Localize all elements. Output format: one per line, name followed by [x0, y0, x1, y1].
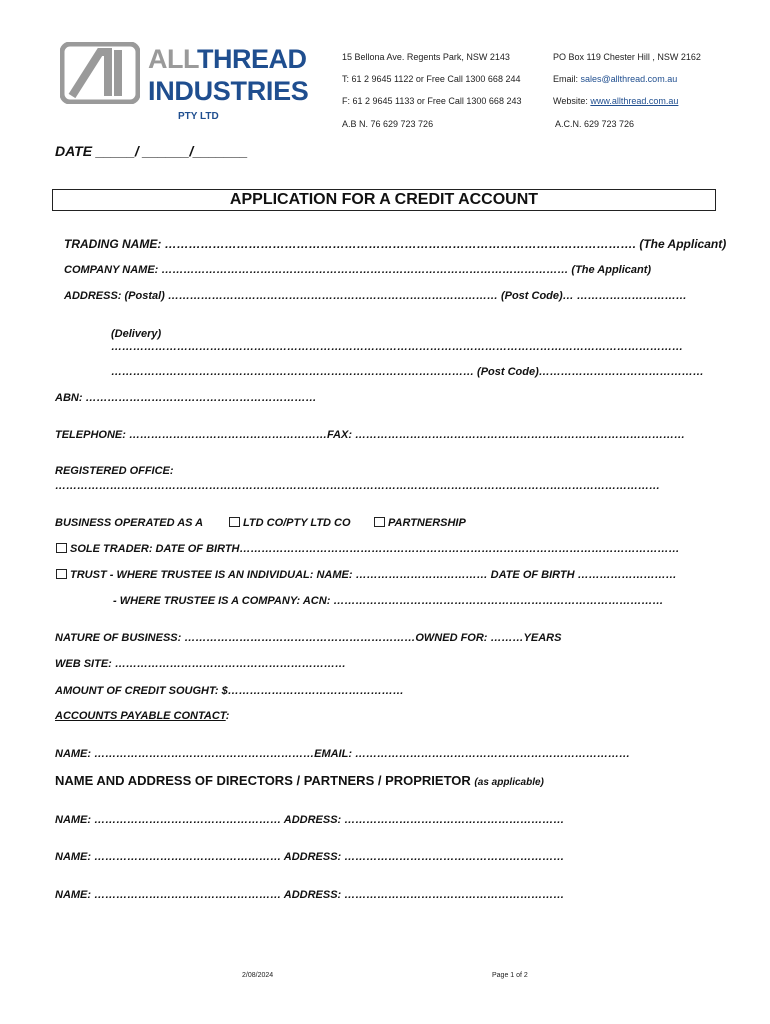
footer-page-number: Page 1 of 2	[492, 972, 528, 979]
ltd-co-option[interactable]	[229, 517, 351, 529]
sole-trader-label: SOLE TRADER: DATE OF BIRTH…………………………………………………………………………………………………………	[70, 543, 680, 555]
email-link[interactable]: sales@allthread.com.au	[580, 74, 678, 84]
ltd-co-checkbox[interactable]	[229, 517, 240, 527]
registered-office-label: REGISTERED OFFICE:	[55, 465, 174, 477]
directors-heading	[55, 773, 544, 788]
sole-trader-checkbox[interactable]	[56, 543, 67, 553]
sole-trader-option[interactable]	[56, 543, 679, 555]
logo-word-thread: THREAD	[196, 44, 307, 74]
directors-heading-text: NAME AND ADDRESS OF DIRECTORS / PARTNERS / PROPRIETOR	[55, 773, 475, 788]
partnership-option[interactable]	[374, 517, 466, 529]
directors-heading-note: (as applicable)	[474, 777, 544, 788]
telephone-fax-field[interactable]: TELEPHONE: ………………………………………………FAX: ………………………………………………………………………………	[55, 429, 686, 441]
trust-individual-label: TRUST - WHERE TRUSTEE IS AN INDIVIDUAL: NAME: ……………………………… DATE OF BIRTH ………………………	[70, 569, 677, 581]
trust-checkbox[interactable]	[56, 569, 67, 579]
company-logo-icon	[60, 42, 140, 104]
logo-subtitle: PTY LTD	[178, 111, 219, 122]
delivery-address-line-2[interactable]: ……………………………………………………………………………………… (Post Code)………………………………………	[111, 366, 704, 378]
partnership-label: PARTNERSHIP	[388, 517, 466, 529]
footer-date: 2/08/2024	[242, 972, 274, 979]
abn-field[interactable]: ABN: ………………………………………………………	[55, 392, 317, 404]
nature-of-business-field[interactable]: NATURE OF BUSINESS: ………………………………………………………OWNED FOR: ………YEARS	[55, 632, 562, 644]
abn-line: A.B N. 76 629 723 726	[342, 119, 434, 129]
logo-wordmark-line1	[148, 44, 306, 74]
accounts-contact-field[interactable]: NAME: ……………………………………………………EMAIL: …………………………………………………………………	[55, 748, 631, 760]
address-line: 15 Bellona Ave. Regents Park, NSW 2143	[342, 52, 510, 62]
accounts-payable-label: ACCOUNTS PAYABLE CONTACT	[55, 710, 226, 722]
trust-option[interactable]	[56, 569, 677, 581]
partnership-checkbox[interactable]	[374, 517, 385, 527]
email-label: Email:	[553, 74, 581, 84]
registered-office-field[interactable]: …………………………………………………………………………………………………………………………………………………	[55, 480, 660, 492]
logo-wordmark-line2: INDUSTRIES	[148, 76, 309, 106]
accounts-payable-heading	[55, 710, 229, 722]
delivery-label: (Delivery)	[111, 328, 162, 340]
website-link[interactable]: www.allthread.com.au	[590, 96, 679, 106]
date-field[interactable]: DATE _____/ ______/_______	[55, 143, 248, 159]
website-label: Website:	[553, 96, 591, 106]
accounts-payable-colon: :	[225, 710, 230, 722]
director-row[interactable]: NAME: …………………………………………… ADDRESS: ……………………………………………………	[55, 814, 565, 826]
trading-name-field[interactable]: TRADING NAME: ………………………………………………………………………………………………………. (The Applicant)	[64, 237, 727, 251]
delivery-address-line-1[interactable]: …………………………………………………………………………………………………………………………………………	[111, 341, 683, 353]
logo-word-all: ALL	[148, 44, 197, 74]
trust-company-field[interactable]: - WHERE TRUSTEE IS A COMPANY: ACN: ………………………………………………………………………………	[113, 595, 664, 607]
company-name-field[interactable]: COMPANY NAME: ………………………………………………………………………………………………… (The Applicant)	[64, 264, 652, 276]
po-box-line: PO Box 119 Chester Hill , NSW 2162	[553, 52, 701, 62]
director-row[interactable]: NAME: …………………………………………… ADDRESS: ……………………………………………………	[55, 851, 565, 863]
phone-line: T: 61 2 9645 1122 or Free Call 1300 668 244	[342, 74, 521, 84]
credit-sought-field[interactable]: AMOUNT OF CREDIT SOUGHT: $…………………………………………	[55, 685, 404, 697]
fax-line: F: 61 2 9645 1133 or Free Call 1300 668 243	[342, 96, 522, 106]
business-operated-label: BUSINESS OPERATED AS A	[55, 517, 204, 529]
postal-address-field[interactable]: ADDRESS: (Postal) ……………………………………………………………………………… (Post Code)… …………………………	[64, 290, 687, 302]
email-line	[553, 73, 677, 85]
director-row[interactable]: NAME: …………………………………………… ADDRESS: ……………………………………………………	[55, 889, 565, 901]
website-line	[553, 95, 678, 107]
form-title: APPLICATION FOR A CREDIT ACCOUNT	[52, 189, 716, 211]
website-field[interactable]: WEB SITE: ………………………………………………………	[55, 658, 346, 670]
acn-line: A.C.N. 629 723 726	[555, 119, 635, 129]
ltd-co-label: LTD CO/PTY LTD CO	[243, 517, 351, 529]
